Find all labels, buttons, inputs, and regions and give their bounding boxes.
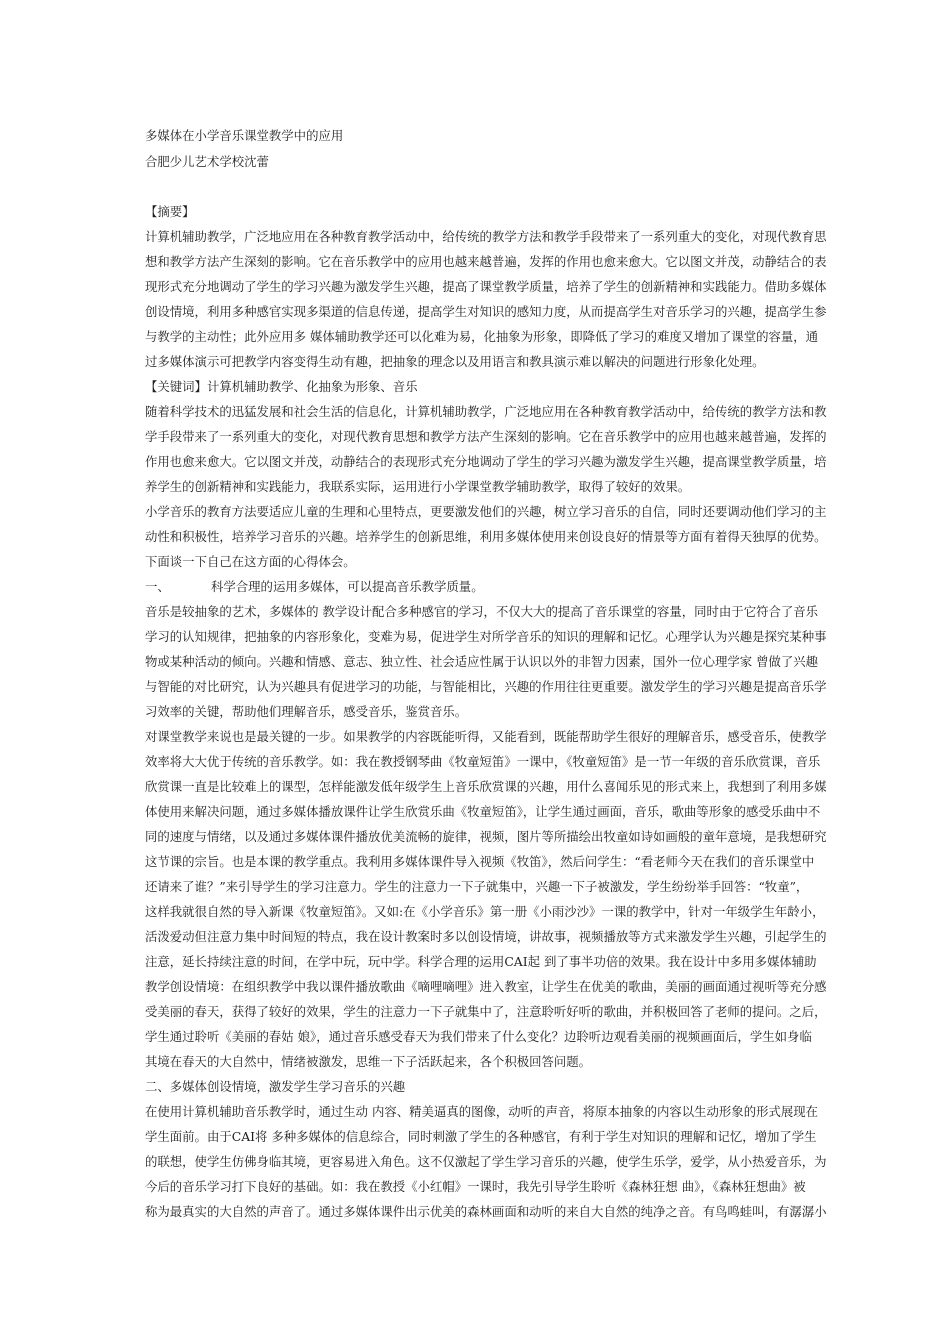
doc-title: 多媒体在小学音乐课堂教学中的应用: [145, 128, 344, 143]
section1-para2-line: 这样我就很自然的导入新课《牧童短笛》。又如:在《小学音乐》第一册《小雨沙沙》一课的教学中，针对一年级学生年龄小，: [145, 904, 825, 919]
section1-para1-line: 物或某种活动的倾向。兴趣和情感、意志、独立性、社会适应性属于认识以外的非智力因素，国外一位心理学家 曾做了兴趣: [145, 654, 819, 669]
section1-title: 科学合理的运用多媒体，可以提高音乐教学质量。: [211, 579, 484, 594]
section1-para1-line: 习效率的关键，帮助他们理解音乐，感受音乐，鉴赏音乐。: [145, 704, 468, 719]
abstract-heading: 【摘要】: [145, 204, 195, 219]
section1-para2-line: 其境在春天的大自然中，情绪被激发，思维一下子活跃起来，各个积极回答问题。: [145, 1054, 592, 1069]
section1-para2-line: 这节课的宗旨。也是本课的教学重点。我利用多媒体课件导入视频《牧笛》，然后问学生：“看老师今天在我们的音乐课堂中: [145, 854, 815, 869]
intro2-line: 动性和积极性，培养学习音乐的兴趣。培养学生的创新思维，利用多媒体使用来创设良好的情景等方面有着得天独厚的优势。: [145, 529, 827, 544]
section1-para2-line: 教学创设情境：在组织教学中我以课件播放歌曲《嘀哩嘀哩》进入教室，让学生在优美的歌曲，美丽的画面通过视听等充分感: [145, 979, 827, 994]
abstract-line: 计算机辅助教学，广泛地应用在各种教育教学活动中，给传统的教学方法和教学手段带来了一系列重大的变化，对现代教育思: [145, 229, 827, 244]
section2-heading: 二、多媒体创设情境，激发学生学习音乐的兴趣: [145, 1079, 406, 1094]
section1-para1-line: 音乐是较抽象的艺术，多媒体的 教学设计配合多种感官的学习，不仅大大的提高了音乐课堂的容量，同时由于它符合了音乐: [145, 604, 819, 619]
section1-para2-line: 注意，延长持续注意的时间，在学中玩，玩中学。科学合理的运用CAI起 到了事半功倍的效果。我在设计中多用多媒体辅助: [145, 954, 817, 969]
abstract-line: 现形式充分地调动了学生的学习兴趣为激发学生兴趣，提高了课堂教学质量，培养了学生的创新精神和实践能力。借助多媒体: [145, 279, 827, 294]
section1-heading: [145, 579, 484, 595]
section2-para1-line: 的联想，使学生仿佛身临其境，更容易进入角色。这不仅激起了学生学习音乐的兴趣，使学生乐学，爱学，从小热爱音乐，为: [145, 1154, 827, 1169]
intro2-line: 下面谈一下自己在这方面的心得体会。: [145, 554, 356, 569]
section1-para2-line: 体使用来解决问题，通过多媒体播放课件让学生欣赏乐曲《牧童短笛》，让学生通过画面，音乐，歌曲等形象的感受乐曲中不: [145, 804, 821, 819]
section1-number: 一、: [145, 579, 170, 594]
abstract-line: 过多媒体演示可把教学内容变得生动有趣，把抽象的理念以及用语言和教具演示难以解决的问题进行形象化处理。: [145, 354, 765, 369]
section2-para1-line: 今后的音乐学习打下良好的基础。如：我在教授《小红帽》一课时，我先引导学生聆听《森林狂想 曲》，《森林狂想曲》被: [145, 1179, 806, 1194]
abstract-line: 想和教学方法产生深刻的影响。它在音乐教学中的应用也越来越普遍，发挥的作用也愈来愈大。它以图文并茂，动静结合的表: [145, 254, 827, 269]
doc-author: 合肥少儿艺术学校沈蕾: [145, 154, 269, 169]
section1-para2-line: 学生通过聆听《美丽的春姑 娘》，通过音乐感受春天为我们带来了什么变化？边聆听边观看美丽的视频画面后，学生如身临: [145, 1029, 812, 1044]
abstract-line: 创设情境，利用多种感官实现多渠道的信息传递，提高学生对知识的感知力度，从而提高学生对音乐学习的兴趣，提高学生参: [145, 304, 827, 319]
section1-para1-line: 与智能的对比研究，认为兴趣具有促进学习的功能，与智能相比，兴趣的作用往往更重要。激发学生的学习兴趣是提高音乐学: [145, 679, 827, 694]
section2-para1-line: 学生面前。由于CAI将 多种多媒体的信息综合，同时刺激了学生的各种感官，有利于学生对知识的理解和记忆，增加了学生: [145, 1129, 817, 1144]
intro-line: 学手段带来了一系列重大的变化，对现代教育思想和教学方法产生深刻的影响。它在音乐教学中的应用也越来越普遍，发挥的: [145, 429, 827, 444]
intro2-line: 小学音乐的教育方法要适应儿童的生理和心里特点，更要激发他们的兴趣，树立学习音乐的自信，同时还要调动他们学习的主: [145, 504, 827, 519]
intro-line: 养学生的创新精神和实践能力，我联系实际，运用进行小学课堂教学辅助教学，取得了较好的效果。: [145, 479, 691, 494]
section1-para2-line: 活泼爱动但注意力集中时间短的特点，我在设计教案时多以创设情境，讲故事，视频播放等方式来激发学生兴趣，引起学生的: [145, 929, 827, 944]
keywords-line: 【关键词】计算机辅助教学、化抽象为形象、音乐: [145, 379, 418, 394]
intro-line: 随着科学技术的迅猛发展和社会生活的信息化，计算机辅助教学，广泛地应用在各种教育教学活动中，给传统的教学方法和教: [145, 404, 827, 419]
section1-para2-line: 同的速度与情绪，以及通过多媒体课件播放优美流畅的旋律，视频，图片等所描绘出牧童如诗如画般的童年意境，是我想研究: [145, 829, 827, 844]
section1-para2-line: 对课堂教学来说也是最关键的一步。如果教学的内容既能听得，又能看到，既能帮助学生很好的理解音乐，感受音乐，使教学: [145, 729, 827, 744]
section1-para2-line: 效率将大大优于传统的音乐教学。如：我在教授钢琴曲《牧童短笛》一课中，《牧童短笛》是一节一年级的音乐欣赏课，音乐: [145, 754, 821, 769]
section1-para2-line: 欣赏课一直是比较难上的课型，怎样能激发低年级学生上音乐欣赏课的兴趣，用什么喜闻乐见的形式来上，我想到了利用多媒: [145, 779, 827, 794]
abstract-line: 与教学的主动性；此外应用多 媒体辅助教学还可以化难为易，化抽象为形象，即降低了学习的难度又增加了课堂的容量，通: [145, 329, 819, 344]
section1-para2-line: 还请来了谁？”来引导学生的学习注意力。学生的注意力一下子就集中，兴趣一下子被激发，学生纷纷举手回答：“牧童”，: [145, 879, 809, 894]
intro-line: 作用也愈来愈大。它以图文并茂，动静结合的表现形式充分地调动了学生的学习兴趣为激发学生兴趣，提高课堂教学质量，培: [145, 454, 827, 469]
section1-para2-line: 受美丽的春天，获得了较好的效果，学生的注意力一下子就集中了，注意聆听好听的歌曲，并积极回答了老师的提问。之后，: [145, 1004, 827, 1019]
section2-para1-line: 称为最真实的大自然的声音了。通过多媒体课件出示优美的森林画面和动听的来自大自然的纯净之音。有鸟鸣蛙叫，有潺潺小: [145, 1204, 827, 1219]
section2-para1-line: 在使用计算机辅助音乐教学时，通过生动 内容、精美逼真的图像，动听的声音，将原本抽象的内容以生动形象的形式展现在: [145, 1104, 819, 1119]
section1-para1-line: 学习的认知规律，把抽象的内容形象化，变难为易，促进学生对所学音乐的知识的理解和记忆。心理学认为兴趣是探究某种事: [145, 629, 827, 644]
